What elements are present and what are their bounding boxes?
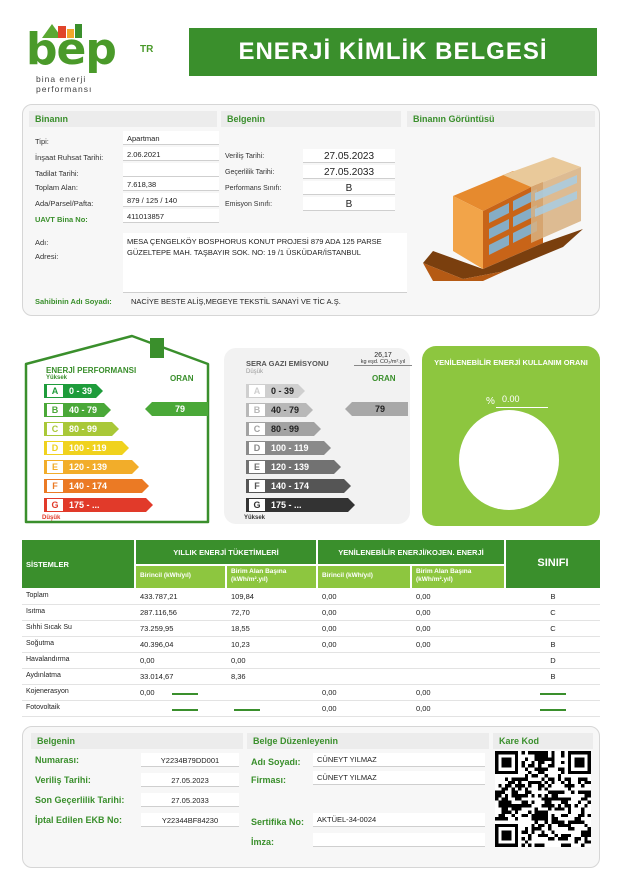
table-row-divider (22, 652, 600, 653)
renewable-gauge-circle (459, 410, 559, 510)
emission-value-arrow (345, 402, 352, 416)
table-cell-class: D (550, 656, 556, 665)
building-field-label: Toplam Alan: (35, 183, 78, 192)
emission-rating-letter: G (249, 499, 265, 511)
renewable-percent-sign: % (486, 396, 495, 407)
bep-logo (22, 18, 162, 98)
renewable-title: YENİLENEBİLİR ENERJİ KULLANIM ORANI (434, 358, 588, 367)
emission-rating-range: 140 - 174 (271, 481, 310, 491)
energy-rating-tip (112, 422, 119, 436)
emission-rating-bar-g (246, 498, 348, 512)
table-cell-c3: 0,00 (322, 688, 337, 697)
emission-rating-letter: B (249, 404, 265, 416)
energy-rating-tip (142, 479, 149, 493)
table-cell-c1: 73.259,95 (140, 624, 174, 633)
table-cell-c2: 18,55 (231, 624, 250, 633)
energy-rating-letter: C (47, 423, 63, 435)
emission-rating-bar-b (246, 403, 306, 417)
energy-bottom-label: Düşük (42, 515, 61, 521)
energy-rating-tip (96, 384, 103, 398)
energy-value-arrow (145, 402, 152, 416)
building-address: MESA ÇENGELKÖY BOSPHORUS KONUT PROJESİ 879 ADA 125 PARSE GÜZELTEPE MAH. TAŞBAYIR SOK. NO: 19 /1 ÜSKÜDAR/İSTANBUL (127, 237, 382, 257)
table-cell-c3: 0,00 (322, 592, 337, 601)
table-row-divider (22, 684, 600, 685)
table-cell-c4: 0,00 (416, 608, 431, 617)
issuer-label: Sertifika No: (251, 817, 305, 827)
issuer-label: Adı Soyadı: (251, 757, 301, 767)
table-cell-class: B (550, 672, 556, 681)
building-field-value: 879 / 125 / 140 (127, 196, 178, 205)
energy-rating-tip (104, 403, 111, 417)
emission-rating-bar-d (246, 441, 324, 455)
emission-rating-tip (314, 422, 321, 436)
table-cell-c2: 0,00 (231, 656, 246, 665)
issuer-value: CÜNEYT YILMAZ (317, 773, 377, 782)
emission-rating-letter: E (249, 461, 265, 473)
energy-rating-letter: G (47, 499, 63, 511)
empty-value-dash (234, 709, 260, 711)
energy-rating-letter: B (47, 404, 63, 416)
building-image-head: Binanın Görüntüsü (407, 111, 595, 127)
emission-unit: kg eşd. CO₂/m².yıl (360, 359, 406, 365)
table-cell-c1: 40.396,04 (140, 640, 174, 649)
certificate-field-label: Emisyon Sınıfı: (225, 201, 273, 208)
page-title: ENERJİ KİMLİK BELGESİ (189, 28, 597, 76)
issuer-box (313, 833, 485, 847)
table-cell-name: Soğutma (26, 640, 55, 647)
energy-rating-bar-b (44, 403, 104, 417)
building-illustration (423, 151, 593, 281)
emission-title: SERA GAZI EMİSYONU (246, 359, 329, 368)
table-cell-name: Toplam (26, 592, 49, 599)
energy-rating-bar-a (44, 384, 96, 398)
bottom-cert-label: Veriliş Tarihi: (35, 775, 91, 785)
emission-rating-bar-e (246, 460, 334, 474)
energy-rating-bar-e (44, 460, 132, 474)
bottom-cert-value: 27.05.2033 (171, 796, 209, 805)
logo-brand: bep (26, 24, 116, 75)
renewable-value: 0.00 (496, 394, 548, 408)
energy-rating-bar-f (44, 479, 142, 493)
empty-value-dash (172, 709, 198, 711)
issuer-label: Firması: (251, 775, 287, 785)
table-row-divider (22, 636, 600, 637)
table-row-divider (22, 604, 600, 605)
table-cell-c1: 0,00 (140, 688, 155, 697)
table-cell-name: Kojenerasyon (26, 688, 69, 695)
building-field-label: Tipi: (35, 137, 49, 146)
systems-head: SİSTEMLER (26, 560, 69, 569)
emission-amount: 26,17 (374, 352, 392, 359)
bottom-cert-label: Numarası: (35, 755, 80, 765)
table-row-divider (22, 700, 600, 701)
table-cell-c4: 0,00 (416, 640, 431, 649)
building-field-label: İnşaat Ruhsat Tarihi: (35, 153, 104, 162)
table-cell-c4: 0,00 (416, 688, 431, 697)
emission-rating-range: 120 - 139 (271, 462, 310, 472)
emission-amount-box (354, 352, 412, 366)
table-cell-c4: 0,00 (416, 624, 431, 633)
logo-tr: TR (140, 44, 154, 55)
table-row-divider (22, 716, 600, 717)
table-cell-c2: 10,23 (231, 640, 250, 649)
empty-value-dash (172, 693, 198, 695)
bottom-cert-value: 27.05.2023 (171, 776, 209, 785)
table-cell-c1: 433.787,21 (140, 592, 178, 601)
emission-rating-tip (324, 441, 331, 455)
emission-rating-letter: F (249, 480, 265, 492)
sub-head-4: Birim Alan Başına (kWh/m².yıl) (416, 568, 472, 583)
emission-rating-tip (348, 498, 355, 512)
emission-rating-bar-c (246, 422, 314, 436)
emission-rating-bar-a (246, 384, 298, 398)
table-row-divider (22, 668, 600, 669)
energy-rating-letter: A (47, 385, 63, 397)
table-cell-c3: 0,00 (322, 704, 337, 713)
renew-head: YENİLENEBİLİR ENERJİ/KOJEN. ENERJİ (338, 548, 484, 557)
emission-rating-range: 100 - 119 (271, 443, 309, 453)
bottom-cert-label: Son Geçerlilik Tarihi: (35, 795, 125, 805)
logo-sub-2: performansı (36, 84, 93, 94)
building-field-value: 2.06.2021 (127, 150, 161, 159)
table-cell-c2: 8,36 (231, 672, 246, 681)
bottom-cert-value: Y22344BF84230 (161, 816, 219, 825)
energy-rating-letter: F (47, 480, 63, 492)
empty-class-dash (540, 709, 566, 711)
qr-head: Kare Kod (493, 733, 593, 749)
sub-head-2: Birim Alan Başına (kWh/m².yıl) (231, 568, 287, 583)
building-field-value: 411013857 (127, 212, 164, 221)
empty-class-dash (540, 693, 566, 695)
table-cell-c4: 0,00 (416, 704, 431, 713)
issuer-value: AKTÜEL-34-0024 (317, 815, 377, 824)
table-cell-c3: 0,00 (322, 624, 337, 633)
energy-rating-bar-d (44, 441, 122, 455)
class-head: SINIFI (537, 557, 569, 569)
sub-head-3: Birincil (kWh/yıl) (322, 572, 373, 579)
table-cell-name: Isıtma (26, 608, 46, 615)
emission-rating-tip (298, 384, 305, 398)
building-field-label: Ada/Parsel/Pafta: (35, 199, 94, 208)
table-cell-name: Fotovoltaik (26, 704, 60, 711)
building-field-box (123, 163, 219, 177)
energy-rating-range: 80 - 99 (69, 424, 98, 434)
energy-rating-range: 120 - 139 (69, 462, 108, 472)
table-cell-name: Aydınlatma (26, 672, 61, 679)
building-field-value: Apartman (127, 134, 160, 143)
logo-sub-1: bina enerji (36, 74, 87, 84)
emission-rating-tip (306, 403, 313, 417)
table-cell-c1: 0,00 (140, 656, 155, 665)
table-cell-name: Sıhhi Sıcak Su (26, 624, 72, 631)
building-info-panel (22, 104, 600, 316)
table-cell-c3: 0,00 (322, 608, 337, 617)
certificate-field-label: Geçerlilik Tarihi: (225, 169, 275, 176)
emission-top-label: Düşük (246, 369, 264, 375)
emission-rating-letter: C (249, 423, 265, 435)
bottom-info-panel (22, 726, 600, 868)
table-cell-c3: 0,00 (322, 640, 337, 649)
certificate-field-value: 27.05.2023 (323, 151, 375, 162)
table-cell-class: B (550, 592, 556, 601)
table-row-divider (22, 620, 600, 621)
table-cell-class: B (550, 640, 556, 649)
emission-rating-range: 40 - 79 (271, 405, 300, 415)
energy-rating-tip (132, 460, 139, 474)
emission-rating-range: 0 - 39 (271, 386, 295, 396)
emission-value: 79 (374, 404, 385, 414)
energy-rating-letter: D (47, 442, 63, 454)
issuer-head: Belge Düzenleyenin (247, 733, 489, 749)
owner-value: NACİYE BESTE ALİŞ,MEGEYE TEKSTİL SANAYİ VE TİC A.Ş. (131, 297, 341, 306)
bottom-cert-value: Y2234B79DD001 (160, 756, 220, 765)
table-cell-name: Havalandırma (26, 656, 70, 663)
energy-rating-tip (146, 498, 153, 512)
energy-rating-bar-c (44, 422, 112, 436)
table-cell-c2: 109,84 (231, 592, 254, 601)
table-cell-c1: 287.116,56 (140, 608, 177, 617)
energy-rating-range: 40 - 79 (69, 405, 98, 415)
energy-value: 79 (174, 404, 185, 414)
energy-rating-bar-g (44, 498, 146, 512)
logo-subtitle (36, 74, 92, 94)
table-cell-class: C (550, 624, 556, 633)
issuer-label: İmza: (251, 837, 275, 847)
table-cell-c4: 0,00 (416, 592, 431, 601)
systems-table (22, 540, 600, 720)
qr-code-icon (495, 751, 591, 847)
issuer-value: CÜNEYT YILMAZ (317, 755, 377, 764)
energy-rating-range: 0 - 39 (69, 386, 93, 396)
building-field-label: Tadilat Tarihi: (35, 169, 79, 178)
building-address-label: Adresi: (35, 252, 59, 261)
energy-rating-range: 100 - 119 (69, 443, 107, 453)
energy-class-head: ORAN (170, 374, 194, 383)
sub-head-1: Birincil (kWh/yıl) (140, 572, 191, 579)
emission-rating-range: 80 - 99 (271, 424, 300, 434)
energy-rating-range: 140 - 174 (69, 481, 108, 491)
energy-top-label: Yüksek (46, 375, 68, 381)
energy-rating-letter: E (47, 461, 63, 473)
owner-label: Sahibinin Adı Soyadı: (35, 297, 112, 306)
emission-rating-bar-f (246, 479, 344, 493)
energy-rating-tip (122, 441, 129, 455)
emission-value-marker (352, 402, 408, 416)
energy-value-marker (152, 402, 208, 416)
building-field-value: 7.618,38 (127, 180, 157, 189)
bottom-cert-label: İptal Edilen EKB No: (35, 815, 123, 825)
certificate-field-value: 27.05.2033 (323, 167, 375, 178)
emission-bottom-label: Yüksek (244, 515, 266, 521)
certificate-section-head: Belgenin (221, 111, 401, 127)
certificate-field-label: Veriliş Tarihi: (225, 153, 265, 160)
emission-rating-tip (334, 460, 341, 474)
bottom-cert-head: Belgenin (31, 733, 243, 749)
building-field-label: UAVT Bina No: (35, 215, 88, 224)
table-cell-class: C (550, 608, 556, 617)
building-name-label: Adı: (35, 238, 49, 247)
table-cell-c2: 72,70 (231, 608, 250, 617)
certificate-field-label: Performans Sınıfı: (225, 185, 282, 192)
emission-rating-tip (344, 479, 351, 493)
energy-title: ENERJİ PERFORMANSI (46, 366, 137, 375)
certificate-field-value: B (345, 183, 353, 194)
emission-class-head: ORAN (372, 374, 396, 383)
emission-rating-range: 175 - ... (271, 500, 302, 510)
annual-head: YILLIK ENERJİ TÜKETİMLERİ (173, 548, 279, 557)
building-section-head: Binanın (29, 111, 217, 127)
table-cell-c1: 33.014,67 (140, 672, 174, 681)
emission-rating-letter: D (249, 442, 265, 454)
certificate-field-value: B (345, 199, 353, 210)
emission-rating-letter: A (249, 385, 265, 397)
energy-rating-range: 175 - ... (69, 500, 100, 510)
